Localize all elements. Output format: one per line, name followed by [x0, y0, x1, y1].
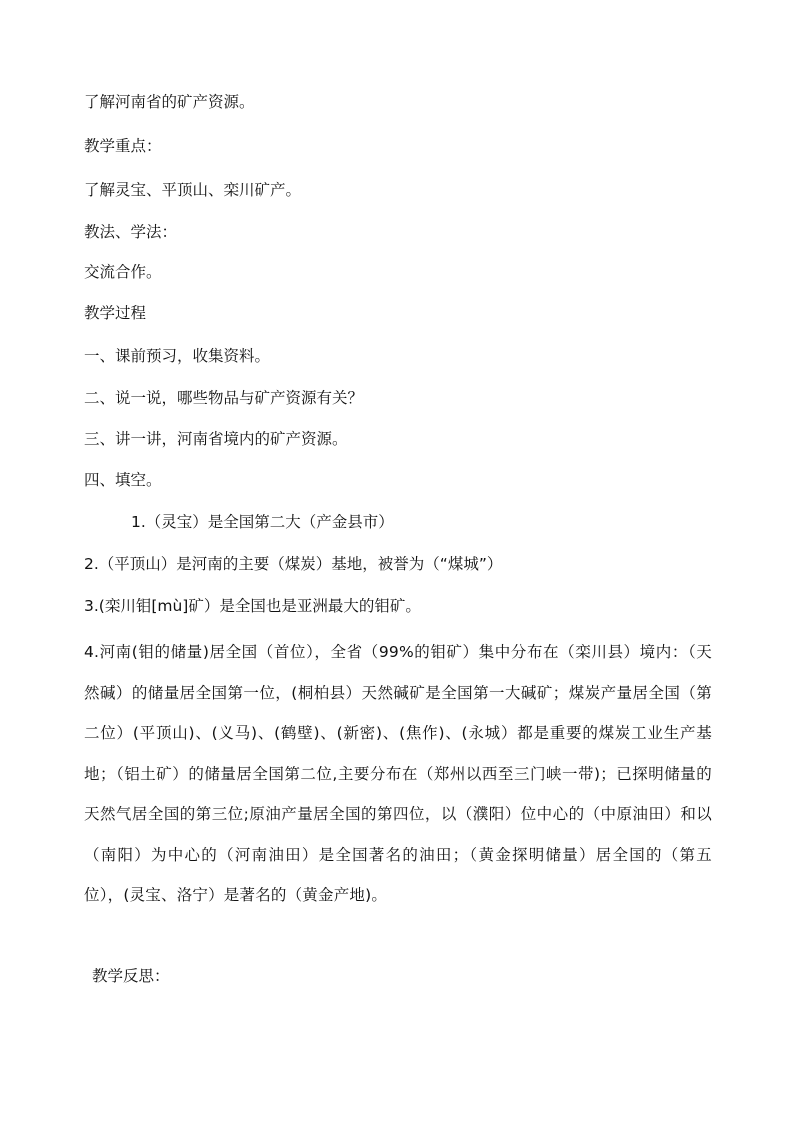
- reflection-heading: 教学反思：: [92, 967, 170, 985]
- step-two: 二、说一说，哪些物品与矿产资源有关？: [84, 389, 364, 407]
- process-heading: 教学过程: [84, 304, 147, 322]
- methods-line: 交流合作。: [84, 263, 162, 281]
- step-four: 四、填空。: [84, 471, 162, 489]
- fill-item-4-paragraph: 4.河南(钼的储量)居全国（首位），全省（99%的钼矿）集中分布在（栾川县）境内：（天然碱）的储量居全国第一位，(桐柏县）天然碱矿是全国第一大碱矿；煤炭产量居全国（第二位）(平顶山)、(义马)、(鹤壁)、(新密)、(焦作)、(永城）都是重要的煤炭工业生产基地；（铝土矿）的储量居全国第二位,主要分布在（郑州以西至三门峡一带)；已探明储量的天然气居全国的第三位;原油产量居全国的第四位，以（濮阳）位中心的（中原油田）和以（南阳）为中心的（河南油田）是全国著名的油田；（黄金探明储量）居全国的（第五位），(灵宝、洛宁）是著名的（黄金产地)。: [84, 643, 712, 904]
- methods-heading: 教法、学法：: [84, 223, 178, 241]
- fill-item-3: 3.(栾川钼[mù]矿）是全国也是亚洲最大的钼矿。: [84, 597, 421, 615]
- key-points-heading: 教学重点：: [84, 137, 162, 155]
- fill-item-1: 1.（灵宝）是全国第二大（产金县市）: [131, 513, 394, 531]
- objective-line: 了解河南省的矿产资源。: [84, 93, 255, 111]
- step-one: 一、课前预习，收集资料。: [84, 347, 271, 365]
- step-three: 三、讲一讲，河南省境内的矿产资源。: [84, 430, 348, 448]
- key-points-line: 了解灵宝、平顶山、栾川矿产。: [84, 181, 302, 199]
- fill-item-2: 2.（平顶山）是河南的主要（煤炭）基地，被誉为（“煤城”）: [84, 555, 503, 573]
